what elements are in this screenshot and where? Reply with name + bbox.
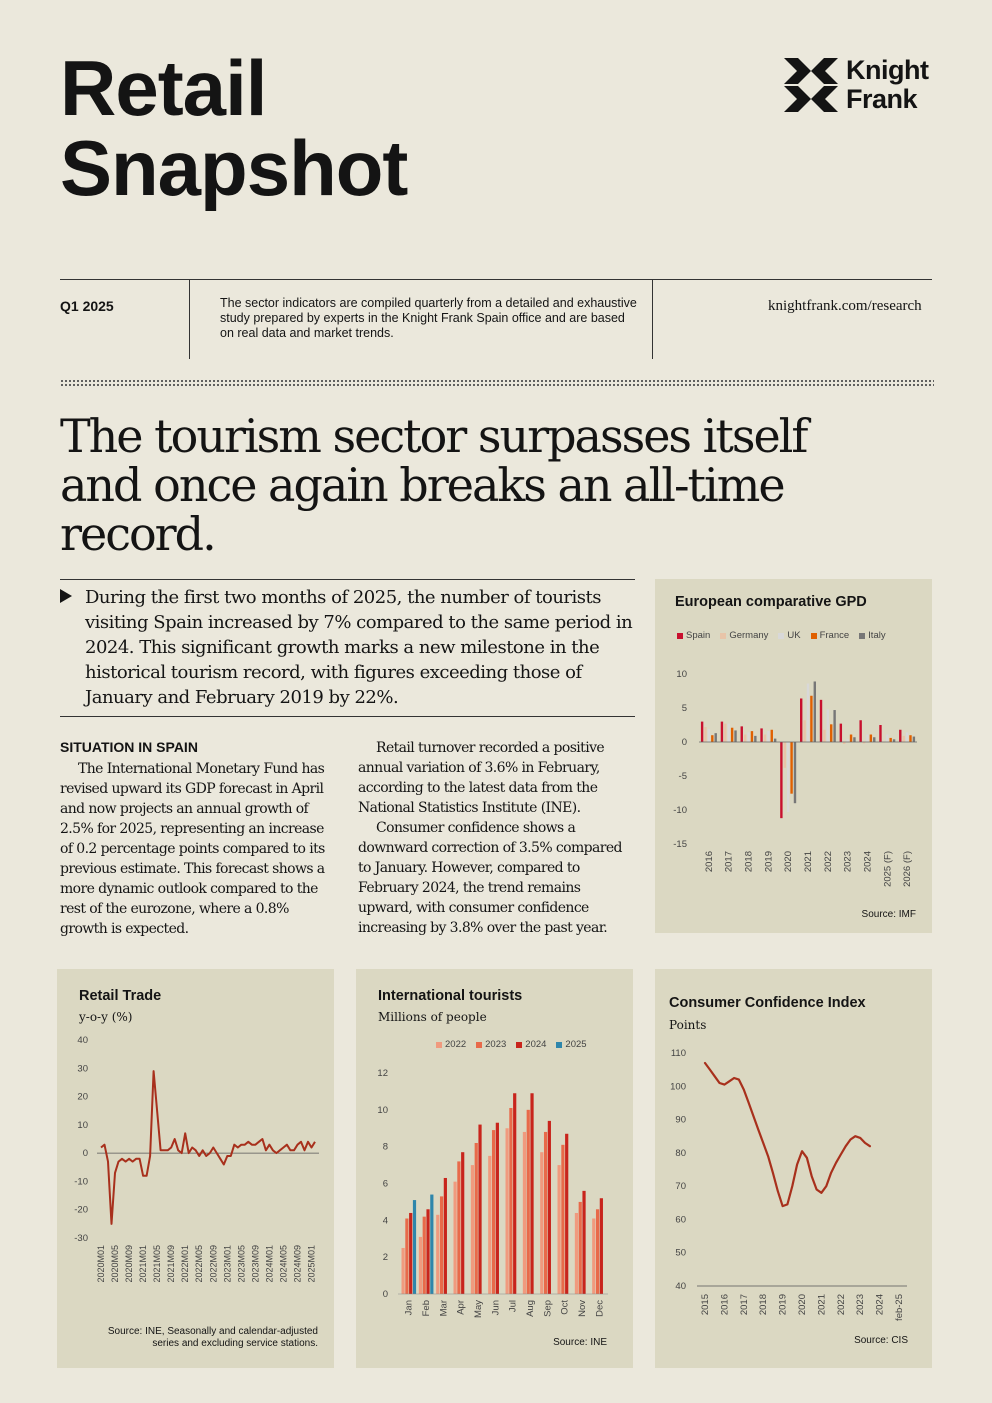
series-line: [101, 1071, 315, 1224]
x-tick-label: 2025M01: [306, 1245, 317, 1283]
x-tick-label: Jun: [490, 1300, 502, 1316]
y-tick-label: 40: [675, 1281, 686, 1292]
bar: [405, 1218, 408, 1294]
section-title: SITUATION IN SPAIN: [60, 739, 198, 755]
x-tick-label: 2020: [783, 851, 795, 873]
x-tick-label: 2022: [822, 851, 834, 873]
x-tick-label: Mar: [438, 1300, 450, 1317]
x-tick-label: 2024M05: [278, 1245, 289, 1283]
x-tick-label: 2021M09: [166, 1245, 177, 1283]
logo-wordmark: [846, 56, 928, 114]
bar: [728, 724, 730, 742]
x-tick-label: 2023M05: [236, 1245, 247, 1283]
bar: [575, 1213, 578, 1294]
x-tick-label: 2018: [743, 851, 755, 873]
bar: [859, 720, 861, 742]
x-tick-label: Sep: [542, 1300, 554, 1317]
x-tick-label: Jul: [507, 1300, 519, 1313]
tourists-chart: [356, 969, 633, 1368]
retail-chart-source: [108, 1326, 318, 1350]
bar: [780, 742, 782, 818]
bar: [471, 1165, 474, 1294]
bar: [561, 1145, 564, 1294]
y-tick-label: 5: [681, 703, 687, 714]
bar: [509, 1108, 512, 1294]
x-tick-label: 2019: [763, 851, 775, 873]
y-tick-label: 8: [382, 1141, 388, 1153]
bar: [767, 731, 769, 742]
x-tick-label: 2020M09: [124, 1245, 135, 1283]
x-tick-label: 2022M09: [208, 1245, 219, 1283]
bar: [402, 1248, 405, 1294]
bar: [426, 1209, 429, 1294]
bar: [886, 735, 888, 742]
article-lead: During the first two months of 2025, the number of tourists visiting Spain increased by 7% compared to the same period in 2024. This significant growth marks a new milestone in the historical tourism record, with figures exceeding those of January and February 2019 by 22%.: [85, 587, 633, 708]
y-tick-label: 80: [675, 1147, 686, 1159]
intro-text: The sector indicators are compiled quarterly from a detailed and exhaustive study prepared by experts in the Knight Frank Spain office and are based on real data and market trends.: [220, 296, 637, 340]
bar: [870, 735, 872, 742]
x-tick-label: 2021: [803, 851, 814, 873]
y-tick-label: 20: [77, 1091, 88, 1103]
bar: [708, 729, 710, 742]
x-tick-label: Nov: [577, 1300, 588, 1317]
article-headline: The tourism sector surpasses itself and once again breaks an all-time record.: [60, 409, 807, 561]
bar: [506, 1128, 509, 1294]
bar: [454, 1182, 457, 1294]
dotted-separator: [60, 379, 934, 387]
gdp-chart-title: European comparative GPD: [675, 594, 867, 610]
bar: [823, 730, 825, 742]
y-tick-label: 100: [670, 1081, 686, 1093]
title-line-2: Snapshot: [60, 124, 408, 212]
bar: [889, 738, 891, 742]
y-tick-label: 0: [82, 1148, 88, 1160]
tourists-panel: [356, 969, 633, 1368]
paragraph: Consumer confidence shows a downward correction of 3.5% compared to January. However, compared to February 2024, the trend remains upward, with consumer confidence increasing by 3.8% over the past year.: [358, 820, 622, 936]
bar: [814, 681, 816, 742]
bar: [478, 1125, 481, 1294]
bar: [784, 742, 786, 768]
quarter-label: Q1 2025: [60, 298, 114, 314]
bar: [760, 728, 762, 742]
x-tick-label: Dec: [594, 1300, 606, 1317]
bar: [787, 742, 789, 812]
tourists-chart-title: International tourists: [378, 988, 523, 1004]
bar: [754, 736, 756, 742]
bar: [846, 739, 848, 742]
x-tick-label: 2015: [700, 1294, 711, 1316]
retail-source-line-1: Source: INE, Seasonally and calendar-adjusted: [107, 1326, 318, 1337]
x-tick-label: 2023: [842, 851, 854, 873]
x-tick-label: 2022M05: [194, 1245, 205, 1283]
bar: [794, 742, 796, 803]
bar: [475, 1143, 478, 1294]
confidence-chart-source: Source: CIS: [854, 1335, 908, 1346]
y-tick-label: 4: [382, 1215, 388, 1227]
bar: [582, 1191, 585, 1294]
bar: [803, 720, 805, 742]
legend-label: 2024: [525, 1039, 547, 1050]
bar: [810, 696, 812, 742]
bar: [840, 724, 842, 742]
tourists-chart-source: Source: INE: [553, 1337, 607, 1348]
retail-chart: [57, 969, 334, 1368]
confidence-chart: [655, 969, 932, 1368]
bar: [544, 1132, 547, 1294]
bar: [592, 1218, 595, 1294]
x-tick-label: 2024M09: [292, 1245, 303, 1283]
bar: [436, 1215, 439, 1294]
x-tick-label: 2023M09: [250, 1245, 261, 1283]
y-tick-label: -5: [678, 771, 687, 782]
bar: [600, 1198, 603, 1294]
x-tick-label: Feb: [421, 1300, 432, 1317]
bar: [850, 735, 852, 742]
legend-label: 2023: [485, 1039, 507, 1050]
bar: [523, 1132, 526, 1294]
bar: [461, 1152, 464, 1294]
y-tick-label: 0: [382, 1289, 388, 1300]
bar: [764, 735, 766, 742]
bar: [492, 1130, 495, 1294]
y-tick-label: 12: [377, 1068, 388, 1079]
x-tick-label: Oct: [559, 1300, 571, 1315]
retail-trade-panel: [57, 969, 334, 1368]
bar: [596, 1209, 599, 1294]
lead-rule-bottom: [60, 716, 635, 717]
header-divider: [60, 279, 932, 280]
paragraph: Retail turnover recorded a positive annual variation of 3.6% in February, according to the latest data from the National Statistics Institute (INE).: [358, 740, 605, 816]
bar: [413, 1200, 416, 1294]
x-tick-label: feb-25: [894, 1294, 905, 1321]
gdp-chart-source: Source: IMF: [861, 909, 916, 920]
legend-label: 2022: [445, 1039, 467, 1050]
bar: [715, 733, 717, 742]
y-tick-label: 2: [382, 1252, 388, 1264]
y-tick-label: 0: [681, 737, 687, 748]
x-tick-label: 2024M01: [264, 1245, 275, 1283]
body-column-1: [60, 759, 335, 939]
x-tick-label: Apr: [455, 1300, 467, 1315]
y-tick-label: 90: [675, 1114, 686, 1126]
bar: [774, 739, 776, 742]
bar: [457, 1161, 460, 1294]
x-tick-label: Jan: [403, 1300, 415, 1316]
bullet-arrow-icon: [60, 589, 72, 603]
x-tick-label: May: [473, 1300, 484, 1318]
y-tick-label: 30: [77, 1063, 88, 1075]
legend-label: Italy: [868, 630, 886, 641]
bar: [731, 728, 733, 742]
research-link[interactable]: knightfrank.com/research: [768, 298, 922, 314]
x-tick-label: 2017: [738, 1294, 750, 1316]
bar: [747, 732, 749, 742]
x-tick-label: 2021M05: [152, 1245, 163, 1283]
bar: [741, 726, 743, 742]
bar: [530, 1093, 533, 1294]
legend-label: Spain: [686, 630, 711, 641]
bar: [790, 742, 792, 794]
title-line-1: Retail: [60, 44, 267, 132]
series-line: [705, 1063, 870, 1206]
y-tick-label: 10: [377, 1104, 388, 1116]
bar: [721, 722, 723, 742]
header-vertical-divider-2: [652, 280, 653, 359]
x-tick-label: 2023: [855, 1294, 867, 1316]
y-tick-label: 50: [675, 1247, 686, 1259]
bar: [744, 735, 746, 742]
y-tick-label: 6: [382, 1178, 388, 1190]
confidence-chart-ylabel: Points: [669, 1018, 707, 1032]
logo-line-1: Knight: [846, 55, 929, 85]
y-tick-label: -30: [74, 1233, 88, 1244]
bar: [734, 730, 736, 742]
bar: [488, 1156, 491, 1294]
gdp-chart: [655, 579, 932, 933]
retail-source-line-2: series and excluding service stations.: [152, 1338, 318, 1349]
bar: [579, 1202, 582, 1294]
x-tick-label: 2019: [777, 1294, 789, 1316]
bar: [430, 1195, 433, 1294]
bar: [409, 1213, 412, 1294]
bar: [565, 1134, 568, 1294]
bar: [853, 737, 855, 742]
bar: [807, 684, 809, 742]
bar: [906, 732, 908, 742]
bar: [873, 737, 875, 742]
x-tick-label: 2024: [874, 1294, 886, 1316]
legend-label: 2025: [565, 1039, 587, 1050]
y-tick-label: -10: [74, 1176, 88, 1188]
bar: [751, 731, 753, 742]
bar: [909, 735, 911, 742]
x-tick-label: 2024: [862, 851, 874, 873]
x-tick-label: Aug: [525, 1300, 536, 1317]
retail-chart-ylabel: y-o-y (%): [79, 1010, 133, 1024]
bar: [558, 1165, 561, 1294]
bar: [704, 727, 706, 742]
gdp-chart-panel: [655, 579, 932, 933]
x-tick-label: 2021M01: [138, 1245, 149, 1283]
bar: [724, 724, 726, 742]
bar: [830, 724, 832, 742]
bar: [771, 730, 773, 742]
retail-chart-title: Retail Trade: [79, 988, 162, 1004]
legend-label: UK: [787, 630, 801, 641]
page-title: [60, 44, 408, 212]
confidence-panel: [655, 969, 932, 1368]
bar: [548, 1121, 551, 1294]
bar: [800, 698, 802, 742]
x-tick-label: 2025 (F): [882, 851, 894, 887]
y-tick-label: 10: [676, 669, 687, 680]
y-tick-label: 40: [77, 1035, 88, 1046]
bar: [496, 1123, 499, 1294]
x-tick-label: 2016: [703, 851, 715, 873]
legend-label: Germany: [729, 630, 769, 641]
x-tick-label: 2022M01: [180, 1245, 191, 1283]
y-tick-label: -15: [673, 839, 687, 850]
bar: [879, 725, 881, 742]
paragraph: The International Monetary Fund has revised upward its GDP forecast in April and now projects an annual growth of 2.5% for 2025, representing an increase of 0.2 percentage points compared to its previous estimate. This forecast shows a more dynamic outlook compared to the rest of the eurozone, where a 0.8% growth is expected.: [60, 761, 325, 937]
lead-rule-top: [60, 579, 635, 580]
y-tick-label: 10: [77, 1119, 88, 1131]
bar: [827, 709, 829, 742]
bar: [893, 739, 895, 742]
x-tick-label: 2020: [797, 1294, 808, 1316]
x-tick-label: 2026 (F): [902, 851, 914, 887]
body-column-2: [358, 738, 633, 938]
x-tick-label: 2017: [723, 851, 735, 873]
bar: [513, 1093, 516, 1294]
x-tick-label: 2018: [758, 1294, 770, 1316]
bar: [820, 700, 822, 742]
bar: [899, 730, 901, 742]
logo-line-2: Frank: [846, 84, 918, 114]
y-tick-label: 70: [675, 1181, 686, 1193]
x-tick-label: 2021: [816, 1294, 828, 1316]
confidence-chart-title: Consumer Confidence Index: [669, 995, 866, 1011]
legend-label: France: [819, 630, 850, 641]
x-tick-label: 2020M01: [96, 1245, 106, 1283]
bar: [701, 722, 703, 742]
x-tick-label: 2016: [719, 1294, 731, 1316]
y-tick-label: -10: [673, 805, 687, 816]
x-tick-label: 2020M05: [110, 1245, 121, 1283]
bar: [423, 1217, 426, 1294]
bar: [833, 710, 835, 742]
bar: [527, 1110, 530, 1294]
tourists-chart-ylabel: Millions of people: [378, 1010, 487, 1024]
bar: [440, 1196, 443, 1294]
y-tick-label: 60: [675, 1214, 686, 1226]
bar: [540, 1152, 543, 1294]
bar: [444, 1178, 447, 1294]
bar: [711, 735, 713, 742]
bar: [913, 737, 915, 742]
bar: [866, 735, 868, 742]
y-tick-label: 110: [670, 1048, 686, 1059]
bar: [419, 1237, 422, 1294]
x-tick-label: 2023M01: [222, 1245, 233, 1283]
header-vertical-divider-1: [189, 280, 190, 359]
y-tick-label: -20: [74, 1204, 88, 1216]
bar: [902, 736, 904, 742]
x-tick-label: 2022: [835, 1294, 847, 1316]
